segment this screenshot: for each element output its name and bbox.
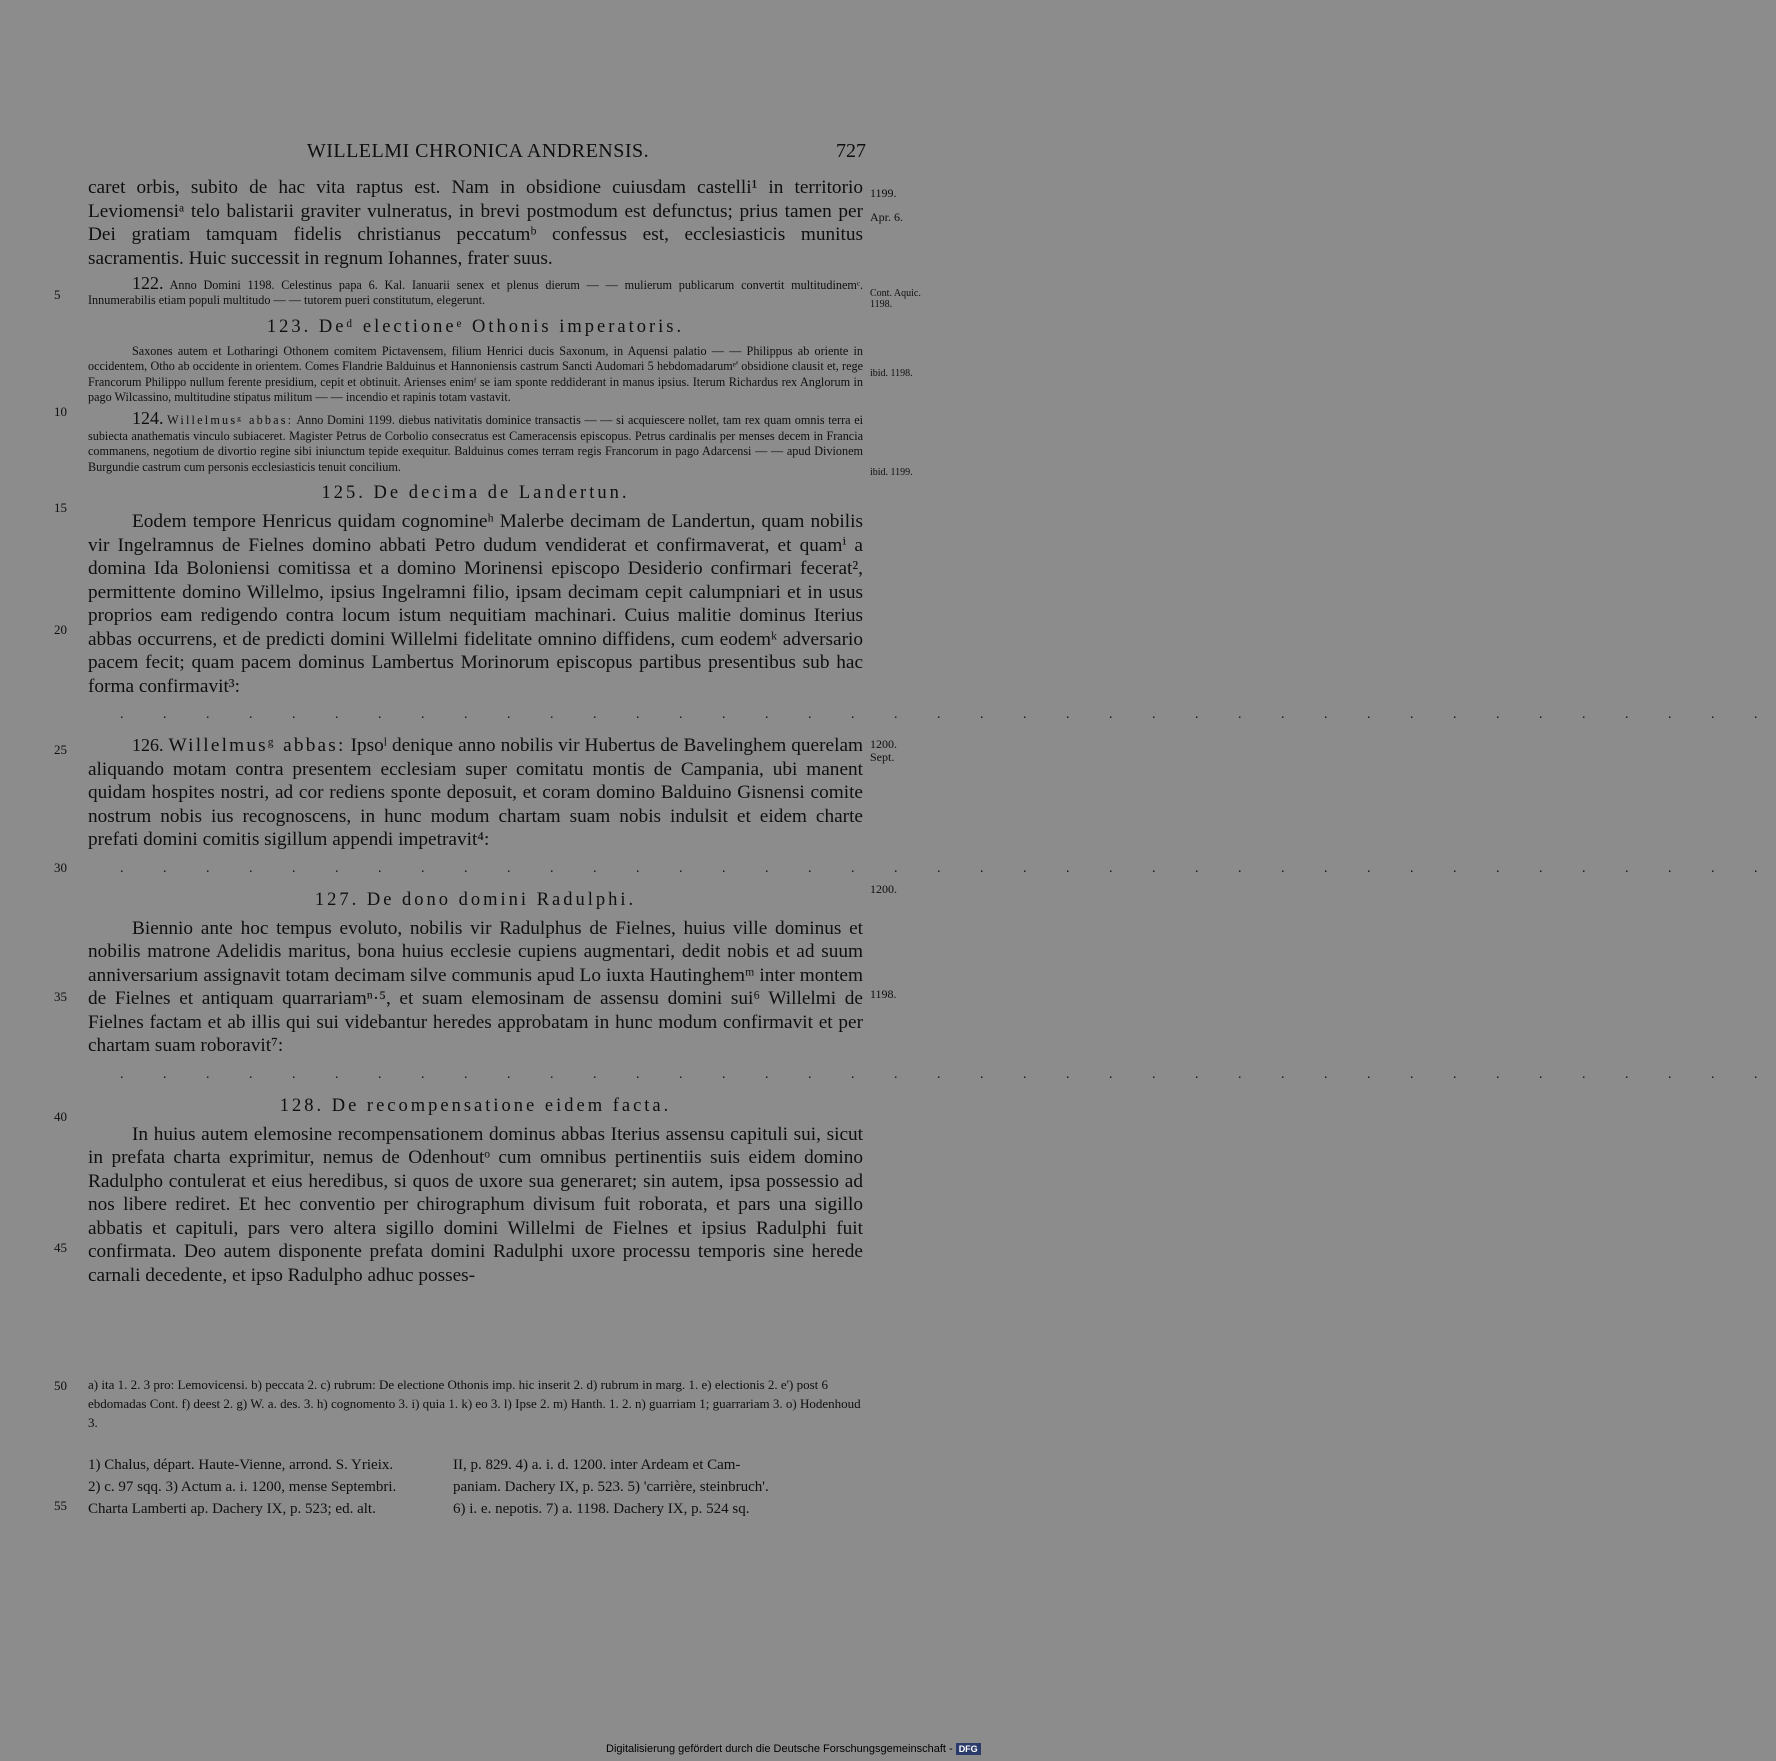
omission-dots: . . . . . . . . . . . . . . . . . . . . . . . . . . . . . . . . . . . . . . . [120,860,1776,876]
page-number: 727 [836,140,866,162]
footnote-left: Charta Lamberti ap. Dachery IX, p. 523; ed. alt. [88,1501,376,1517]
section-122 [88,273,864,309]
section-text: Anno Domini 1199. diebus nativitatis dominice transactis — — si acquiescere nollet, tam rex quam omnis terra ei subiecta anathematis vinculo subiaceret. Magister Petrus de Corbolio consecratus est Cameracensis episcopus. Petrus cardinalis per menses decem in Francia commanens, negotium de divortio regine sibi iniunctum tepide exequitur. Balduinus comes terram regis Francorum in pago Adarcensi — — apud Divionem Burgundie castrum cum personis ecclesiasticis tenuit concilium. [88,413,864,474]
footnote-left: 1) Chalus, départ. Haute-Vienne, arrond. S. Yrieix. [88,1457,394,1473]
margin-date: 1200. Sept. [870,737,897,764]
footnotes [88,1454,863,1520]
intro-paragraph: caret orbis, subito de hac vita raptus est. Nam in obsidione cuiusdam castelli¹ in territorio Leviomensiᵃ telo balistarii graviter vulneratus, in brevi postmodum est defunctus; prius tamen per Dei gratiam tamquam fidelis christianus peccatumᵇ confessus est, ecclesiasticis munitus sacramentis. Huic successit in regnum Iohannes, frater suus. [88,177,863,269]
section-123-text: Saxones autem et Lotharingi Othonem comitem Pictavensem, filium Henrici ducis Saxonum, in Aquensi palatio — — Philippus ab oriente in occidentem, Otho ab occidente in orientem. Comes Flandrie Balduinus et Hannoniensis castrum Sancti Audomari 5 hebdomadarumᵉ' obsidione clausit et, rege Francorum Philippo nullum ferente presidium, cepit et obtinuit. Arienses enimᶠ se iam sponte reddiderant in manus ipsius. Iterum Richardus rex Anglorum in pago Wilcassino, multitudine stipatus militum — — incendio et rapinis totam vastavit. [88,343,863,405]
margin-reference: Cont. Aquic. 1198. [870,288,921,310]
footnote-row [88,1498,863,1520]
line-number: 30 [54,860,67,875]
section-head: Willelmusᵍ abbas: [168,735,346,757]
section-125-text: Eodem tempore Henricus quidam cognomineʰ Malerbe decimam de Landertun, quam nobilis vir Ingelramnus de Fielnes domino abbati Petro dudum vendiderat et confirmaverat, et quamⁱ a domina Ida Boloniensi comitissa et a domino Morinensi episcopo Desiderio confirmari fecerat², permittente domino Willelmo, ipsius Ingelramni filio, ipsam decimam cepit calumpniari et in usus proprios eam redigendo contra locum istum nequitiam machinari. Cuius malitie dominus Iterius abbas occurrens, et de predicti domini Willelmi fidelitate omnino diffidens, cum eodemᵏ adversario pacem fecit; quam pacem dominus Lambertus Morinorum episcopus partibus presentibus sub hac forma confirmavit³: [88,511,863,697]
footnote-row [88,1476,863,1498]
section-text: Anno Domini 1198. Celestinus papa 6. Kal. Ianuarii senex et plenus dierum — — mulierum publicarum convertit multitudinemᶜ. Innumerabilis etiam populi multitudo — — tutorem pueri constitutum, elegerunt. [88,278,864,308]
section-127-title: 127. De dono domini Radulphi. [314,889,637,910]
margin-reference: ibid. 1198. [870,368,913,379]
section-128-title: 128. De recompensatione eidem facta. [279,1095,672,1116]
margin-date: 1198. [870,987,897,1001]
line-number: 5 [54,287,61,302]
line-number: 50 [54,1378,67,1393]
line-number: 15 [54,500,67,515]
footer-text: Digitalisierung gefördert durch die Deutsche Forschungsgemeinschaft - [606,1743,953,1755]
footnote-row [88,1454,863,1476]
funding-footer [606,1743,981,1755]
footnote-right: paniam. Dachery IX, p. 523. 5) 'carrière, steinbruch'. [453,1479,769,1495]
running-header [88,140,868,168]
line-number: 25 [54,742,67,757]
omission-dots: . . . . . . . . . . . . . . . . . . . . . . . . . . . . . . . . . . . . . . . [120,707,1776,723]
margin-reference: ibid. 1199. [870,467,913,478]
section-124 [88,408,864,475]
footnote-right: II, p. 829. 4) a. i. d. 1200. inter Ardeam et Cam- [453,1457,741,1473]
margin-date: 1200. [870,882,897,896]
section-128-text: In huius autem elemosine recompensationem dominus abbas Iterius assensu capituli sui, sicut in prefata charta exprimitur, nemus de Odenhoutᵒ cum omnibus pertinentiis suis eidem domino Radulpho contulerat et eius heredibus, si quos de uxore sua generaret; sin autem, ipsa possessio ad nos libere rediret. Et hec conventio per chirographum divisum fuit roborata, et pars una sigillo abbatis et capituli, pars vero altera sigillo domini Willelmi de Fielnes et ipsius Radulphi fuit confirmata. Deo autem disponente prefata domini Radulphi uxore processu temporis sine herede carnali decedente, et ipso Radulpho adhuc posses- [88,1123,863,1286]
line-number: 40 [54,1109,67,1124]
line-number: 35 [54,989,67,1004]
line-number: 55 [54,1498,67,1513]
omission-dots: . . . . . . . . . . . . . . . . . . . . . . . . . . . . . . . . . . . . . . . [120,1066,1776,1082]
margin-date: Apr. 6. [870,210,903,224]
section-number: 124. [132,408,164,429]
section-text: Ipsoˡ denique anno nobilis vir Hubertus de Bavelinghem querelam aliquando motam contra presentem ecclesiam super comitatu montis de Campania, ubi manent quidam hospites nostri, ad cor rediens sponte deposuit, et coram domino Balduino Gisnensi comite nostrum nobis ius recognoscens, in hunc modum chartam suam nobis indulsit et eidem charte prefati domini comitis sigillum appendi impetravit⁴: [88,735,863,851]
section-123-title: 123. Deᵈ electioneᵉ Othonis imperatoris. [266,316,685,337]
section-126 [88,734,863,852]
section-125-title: 125. De decima de Landertun. [321,483,630,504]
section-head: Willelmusᵍ abbas: [167,413,294,428]
header-title: WILLELMI CHRONICA ANDRENSIS. [306,140,650,162]
variant-notes: a) ita 1. 2. 3 pro: Lemovicensi. b) peccata 2. c) rubrum: De electione Othonis imp. hic inserit 2. d) rubrum in marg. 1. e) electionis 2. e') post 6 ebdomadas Cont. f) deest 2. g) W. a. des. 3. h) cognomento 3. i) quia 1. k) eo 3. l) Ipse 2. m) Hanth. 1. 2. n) guarriam 1; guarrariam 3. o) Hodenhoud 3. [88,1377,861,1430]
section-127-text: Biennio ante hoc tempus evoluto, nobilis vir Radulphus de Fielnes, huius ville dominus et nobilis matrone Adelidis maritus, bona huius ecclesie cupiens augmentari, dedit nobis et ad suum anniversarium assignavit totam decimam silve communis apud Lo iuxta Hautinghemᵐ inter montem de Fielnes et antiquam quarrariamⁿ·⁵, et suam elemosinam de assensu domini sui⁶ Willelmi de Fielnes factam et ab illis qui sui videbantur heredes approbatam in hunc modum confirmavit et per chartam suam roboravit⁷: [88,917,863,1057]
line-number: 45 [54,1240,67,1255]
footnote-left: 2) c. 97 sqq. 3) Actum a. i. 1200, mense Septembri. [88,1479,397,1495]
line-number: 10 [54,404,67,419]
line-number: 20 [54,622,67,637]
section-number: 122. [132,273,164,293]
section-number: 126. [132,735,164,756]
footnote-right: 6) i. e. nepotis. 7) a. 1198. Dachery IX, p. 524 sq. [453,1501,750,1517]
margin-date: 1199. [870,186,897,200]
dfg-logo: DFG [956,1743,981,1755]
